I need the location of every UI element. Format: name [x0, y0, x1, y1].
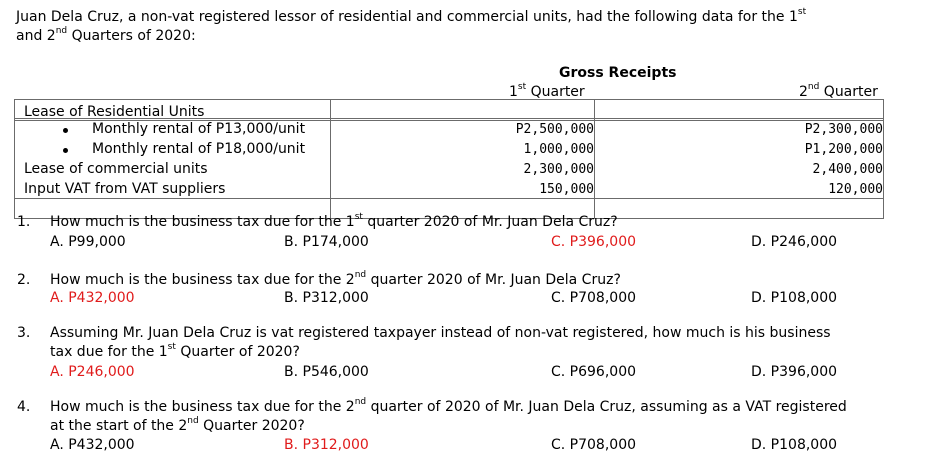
choice-c[interactable]: C. P708,000	[551, 290, 637, 306]
bullet-icon	[63, 128, 68, 133]
choice-d[interactable]: D. P246,000	[751, 234, 838, 250]
q1-value-rental-18000: 1,000,000	[523, 142, 594, 157]
choice-b[interactable]: B. P174,000	[284, 234, 369, 250]
q2-value-rental-18000: P1,200,000	[804, 142, 883, 157]
question-text-line-1: Assuming Mr. Juan Dela Cruz is vat registered taxpayer instead of non-vat registered, how much is his business	[50, 325, 831, 341]
bullet-icon	[63, 148, 68, 153]
q2-value-rental-13000: P2,300,000	[804, 122, 883, 137]
question-number: 1.	[17, 214, 31, 230]
choice-b[interactable]: B. P312,000	[284, 290, 369, 306]
row-label-input-vat: Input VAT from VAT suppliers	[24, 181, 226, 197]
choice-d[interactable]: D. P108,000	[751, 290, 838, 306]
table-col-divider-label	[330, 99, 331, 219]
question-text-line-2: at the start of the 2nd Quarter 2020?	[50, 416, 305, 434]
choice-b-answer[interactable]: B. P312,000	[284, 437, 369, 453]
q1-value-input-vat: 150,000	[539, 182, 594, 197]
intro-line-2: and 2nd Quarters of 2020:	[16, 26, 196, 44]
choice-a[interactable]: A. P99,000	[50, 234, 126, 250]
question-text-line-1: How much is the business tax due for the 2nd quarter of 2020 of Mr. Juan Dela Cruz, assuming as a VAT registered	[50, 397, 847, 415]
row-label-commercial: Lease of commercial units	[24, 161, 208, 177]
row-label-rental-13000: Monthly rental of P13,000/unit	[92, 121, 306, 137]
intro-line-1: Juan Dela Cruz, a non-vat registered lessor of residential and commercial units, had the following data for the 1st	[16, 7, 807, 25]
table-rule-bottom	[14, 198, 884, 199]
choice-c[interactable]: C. P708,000	[551, 437, 637, 453]
first-quarter-header: 1st Quarter	[509, 82, 585, 100]
question-number: 2.	[17, 272, 31, 288]
choice-a-answer[interactable]: A. P432,000	[50, 290, 135, 306]
row-label-residential: Lease of Residential Units	[24, 104, 205, 120]
table-rule-top	[14, 99, 884, 100]
choice-a-answer[interactable]: A. P246,000	[50, 364, 135, 380]
choice-d[interactable]: D. P396,000	[751, 364, 838, 380]
choice-c[interactable]: C. P696,000	[551, 364, 637, 380]
q1-value-commercial: 2,300,000	[523, 162, 594, 177]
second-quarter-header: 2nd Quarter	[799, 82, 878, 100]
question-number: 4.	[17, 399, 31, 415]
table-border-left	[14, 99, 15, 219]
q2-value-commercial: 2,400,000	[812, 162, 883, 177]
table-border-right	[883, 99, 884, 219]
gross-receipts-header: Gross Receipts	[559, 65, 677, 81]
choice-d[interactable]: D. P108,000	[751, 437, 838, 453]
row-label-rental-18000: Monthly rental of P18,000/unit	[92, 141, 306, 157]
table-col-divider-q1	[594, 99, 595, 219]
choice-a[interactable]: A. P432,000	[50, 437, 135, 453]
choice-c-answer[interactable]: C. P396,000	[551, 234, 637, 250]
question-text: How much is the business tax due for the 2nd quarter 2020 of Mr. Juan Dela Cruz?	[50, 270, 621, 288]
q2-value-input-vat: 120,000	[828, 182, 883, 197]
question-number: 3.	[17, 325, 31, 341]
q1-value-rental-13000: P2,500,000	[515, 122, 594, 137]
question-text-line-2: tax due for the 1st Quarter of 2020?	[50, 342, 300, 360]
question-text: How much is the business tax due for the 1st quarter 2020 of Mr. Juan Dela Cruz?	[50, 212, 618, 230]
choice-b[interactable]: B. P546,000	[284, 364, 369, 380]
